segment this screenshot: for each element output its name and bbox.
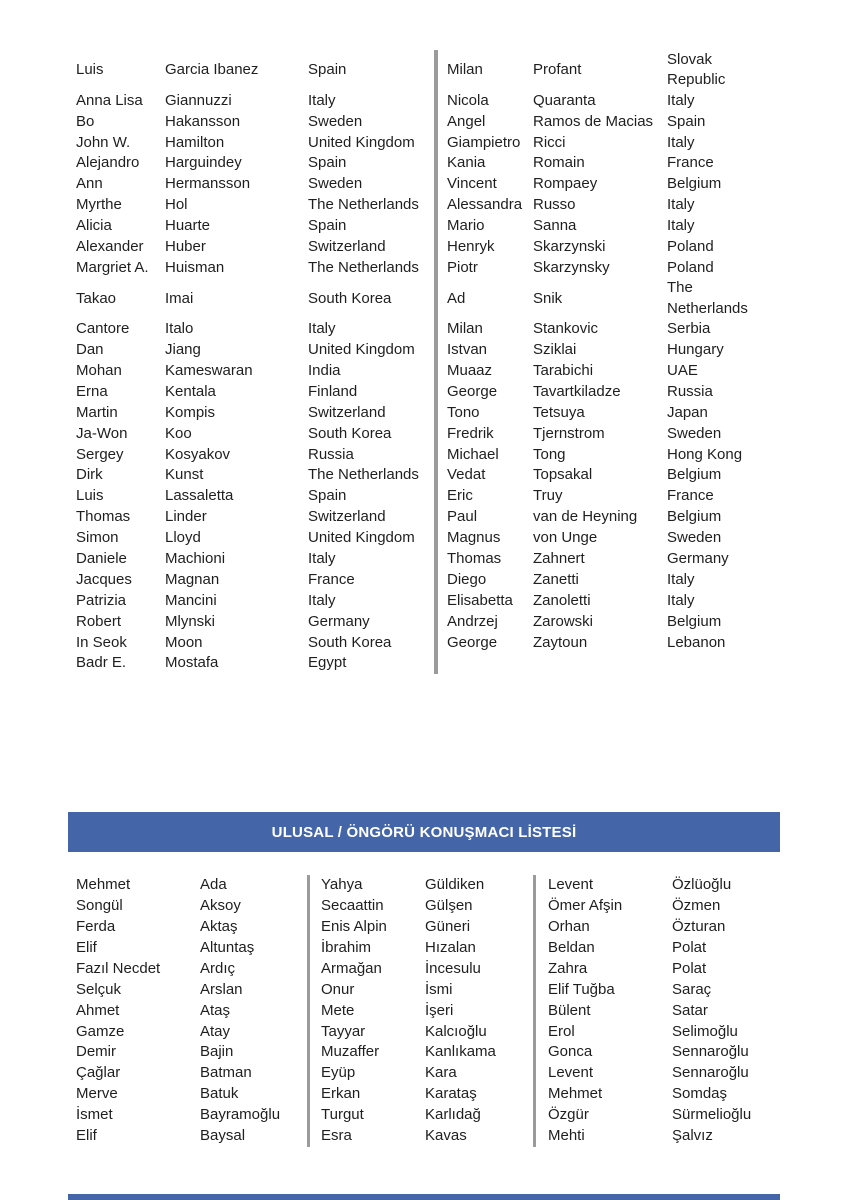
speaker-row: [76, 1063, 786, 1084]
last-name-cell: Güldiken: [425, 876, 485, 894]
last-name-cell: Italo: [165, 320, 194, 338]
country-cell: [667, 653, 780, 674]
first-name-cell: Selçuk: [76, 980, 122, 998]
last-name-cell: Machioni: [165, 549, 226, 567]
last-name-cell: Garcia Ibanez: [165, 61, 259, 79]
country-cell: Italy: [667, 591, 695, 609]
last-name-cell: Stankovic: [533, 320, 599, 338]
last-name-cell: Hamilton: [165, 133, 225, 151]
first-name-cell: İsmet: [76, 1106, 113, 1124]
last-name-cell: Tong: [533, 445, 566, 463]
country-cell: Italy: [308, 91, 336, 109]
last-name-cell: Sanna: [533, 217, 577, 235]
first-name-cell: Luis: [76, 61, 104, 79]
first-name-cell: Istvan: [434, 340, 533, 361]
country-cell: Slovak Republic: [667, 51, 726, 89]
country-cell: South Korea: [308, 289, 392, 307]
speaker-row: [76, 195, 780, 216]
last-name-cell: Hakansson: [165, 112, 241, 130]
country-cell: Italy: [308, 549, 336, 567]
country-cell: Poland: [667, 237, 714, 255]
first-name-cell: [434, 653, 533, 674]
country-cell: The Netherlands: [308, 258, 419, 276]
last-name-cell: Tjernstrom: [533, 424, 605, 442]
last-name-cell: Kosyakov: [165, 445, 231, 463]
first-name-cell: Mohan: [76, 361, 122, 379]
last-name-cell: Skarzynski: [533, 237, 606, 255]
first-name-cell: Ad: [434, 278, 533, 318]
country-cell: Italy: [308, 591, 336, 609]
country-cell: Belgium: [667, 612, 722, 630]
first-name-cell: Michael: [434, 444, 533, 465]
last-name-cell: Selimoğlu: [672, 1022, 738, 1040]
first-name-cell: Esra: [307, 1126, 425, 1147]
first-name-cell: Turgut: [307, 1105, 425, 1126]
first-name-cell: Badr E.: [76, 654, 127, 672]
last-name-cell: Batman: [200, 1064, 252, 1082]
first-name-cell: Martin: [76, 403, 118, 421]
last-name-cell: Bajin: [200, 1043, 234, 1061]
first-name-cell: Ahmet: [76, 1001, 120, 1019]
last-name-cell: Snik: [533, 289, 563, 307]
first-name-cell: George: [434, 632, 533, 653]
national-speaker-list: [76, 875, 786, 1147]
last-name-cell: Zaytoun: [533, 633, 588, 651]
country-cell: Italy: [667, 91, 695, 109]
country-cell: South Korea: [308, 424, 392, 442]
speaker-row: [76, 1105, 786, 1126]
first-name-cell: Milan: [434, 50, 533, 90]
country-cell: Italy: [308, 320, 336, 338]
last-name-cell: Gülşen: [425, 897, 473, 915]
first-name-cell: Giampietro: [434, 132, 533, 153]
first-name-cell: Andrzej: [434, 611, 533, 632]
first-name-cell: Henryk: [434, 237, 533, 258]
national-list-banner: [68, 812, 780, 852]
last-name-cell: Özmen: [672, 897, 721, 915]
first-name-cell: Patrizia: [76, 591, 127, 609]
last-name-cell: Saraç: [672, 980, 712, 998]
country-cell: Japan: [667, 403, 708, 421]
country-cell: France: [667, 154, 714, 172]
first-name-cell: Secaattin: [307, 896, 425, 917]
first-name-cell: Demir: [76, 1043, 116, 1061]
last-name-cell: Karlıdağ: [425, 1106, 481, 1124]
last-name-cell: Sennaroğlu: [672, 1043, 749, 1061]
last-name-cell: Huber: [165, 237, 206, 255]
first-name-cell: Daniele: [76, 549, 127, 567]
speaker-row: [76, 402, 780, 423]
first-name-cell: Vincent: [434, 174, 533, 195]
country-cell: Russia: [308, 445, 354, 463]
first-name-cell: Tayyar: [307, 1021, 425, 1042]
speaker-row: [76, 1021, 786, 1042]
speaker-row: [76, 132, 780, 153]
country-cell: Spain: [308, 487, 347, 505]
first-name-cell: Yahya: [307, 875, 425, 896]
country-cell: Lebanon: [667, 633, 726, 651]
first-name-cell: Mehti: [533, 1126, 672, 1147]
first-name-cell: Diego: [434, 570, 533, 591]
first-name-cell: Thomas: [76, 508, 131, 526]
first-name-cell: Elif: [76, 939, 97, 957]
last-name-cell: Rompaey: [533, 175, 598, 193]
first-name-cell: Gonca: [533, 1042, 672, 1063]
speaker-row: [76, 979, 786, 1000]
country-cell: Germany: [667, 549, 729, 567]
last-name-cell: Şalvız: [672, 1127, 713, 1145]
first-name-cell: Tono: [434, 402, 533, 423]
last-name-cell: Zarowski: [533, 612, 594, 630]
first-name-cell: Mario: [434, 216, 533, 237]
speaker-row: [76, 549, 780, 570]
speaker-row: [76, 959, 786, 980]
country-cell: Belgium: [667, 175, 722, 193]
first-name-cell: Erna: [76, 382, 108, 400]
last-name-cell: Romain: [533, 154, 585, 172]
speaker-row: [76, 632, 780, 653]
last-name-cell: Polat: [672, 959, 707, 977]
first-name-cell: George: [434, 382, 533, 403]
first-name-cell: Bülent: [533, 1000, 672, 1021]
country-cell: United Kingdom: [308, 133, 415, 151]
last-name-cell: Somdaş: [672, 1085, 728, 1103]
last-name-cell: Ada: [200, 876, 227, 894]
country-cell: South Korea: [308, 633, 392, 651]
first-name-cell: Margriet A.: [76, 258, 149, 276]
country-cell: Switzerland: [308, 508, 386, 526]
first-name-cell: Luis: [76, 487, 104, 505]
speaker-row: [76, 1042, 786, 1063]
country-cell: Italy: [667, 217, 695, 235]
last-name-cell: Truy: [533, 487, 563, 505]
last-name-cell: Tetsuya: [533, 403, 585, 421]
speaker-row: [76, 917, 786, 938]
first-name-cell: Piotr: [434, 258, 533, 279]
first-name-cell: Sergey: [76, 445, 124, 463]
last-name-cell: Sennaroğlu: [672, 1064, 749, 1082]
last-name-cell: İncesulu: [425, 959, 481, 977]
country-cell: Italy: [667, 570, 695, 588]
speaker-row: [76, 237, 780, 258]
last-name-cell: Kunst: [165, 466, 204, 484]
last-name-cell: Huarte: [165, 217, 211, 235]
speaker-row: [76, 1084, 786, 1105]
last-name-cell: Sürmelioğlu: [672, 1106, 752, 1124]
speaker-row: [76, 444, 780, 465]
bottom-banner-strip: [68, 1194, 780, 1200]
speaker-row: [76, 258, 780, 279]
country-cell: Sweden: [308, 112, 363, 130]
last-name-cell: Özlüoğlu: [672, 876, 732, 894]
last-name-cell: Kompis: [165, 403, 216, 421]
last-name-cell: Koo: [165, 424, 192, 442]
last-name-cell: Ramos de Macias: [533, 112, 654, 130]
country-cell: Sweden: [667, 424, 722, 442]
speaker-row: [76, 278, 780, 318]
last-name-cell: Aktaş: [200, 918, 238, 936]
first-name-cell: Takao: [76, 289, 117, 307]
first-name-cell: Nicola: [434, 90, 533, 111]
last-name-cell: Topsakal: [533, 466, 593, 484]
first-name-cell: Eric: [434, 486, 533, 507]
first-name-cell: Milan: [434, 319, 533, 340]
last-name-cell: Kentala: [165, 382, 216, 400]
first-name-cell: Zahra: [533, 959, 672, 980]
first-name-cell: Cantore: [76, 320, 130, 338]
speaker-row: [76, 465, 780, 486]
last-name-cell: Huisman: [165, 258, 225, 276]
last-name-cell: Bayramoğlu: [200, 1106, 281, 1124]
last-name-cell: Kalcıoğlu: [425, 1022, 487, 1040]
country-cell: The Netherlands: [308, 196, 419, 214]
country-cell: India: [308, 361, 341, 379]
speaker-row: [76, 50, 780, 90]
first-name-cell: Beldan: [533, 938, 672, 959]
speaker-row: [76, 216, 780, 237]
last-name-cell: Ataş: [200, 1001, 231, 1019]
first-name-cell: Myrthe: [76, 196, 122, 214]
first-name-cell: Robert: [76, 612, 122, 630]
last-name-cell: Arslan: [200, 980, 243, 998]
speaker-row: [76, 1126, 786, 1147]
first-name-cell: Songül: [76, 897, 123, 915]
last-name-cell: Zanetti: [533, 570, 579, 588]
last-name-cell: Mancini: [165, 591, 217, 609]
national-list-title: ULUSAL / ÖNGÖRÜ KONUŞMACI LİSTESİ: [271, 823, 577, 841]
last-name-cell: İşeri: [425, 1001, 454, 1019]
first-name-cell: Mehmet: [76, 876, 131, 894]
last-name-cell: Ardıç: [200, 959, 236, 977]
speaker-row: [76, 1000, 786, 1021]
last-name-cell: Lassaletta: [165, 487, 234, 505]
first-name-cell: Armağan: [307, 959, 425, 980]
first-name-cell: In Seok: [76, 633, 127, 651]
speaker-row: [76, 528, 780, 549]
speaker-row: [76, 319, 780, 340]
last-name-cell: Jiang: [165, 341, 201, 359]
last-name-cell: Tavartkiladze: [533, 382, 621, 400]
first-name-cell: Fredrik: [434, 423, 533, 444]
first-name-cell: Dirk: [76, 466, 103, 484]
first-name-cell: Vedat: [434, 465, 533, 486]
last-name-cell: Baysal: [200, 1127, 246, 1145]
last-name-cell: von Unge: [533, 529, 598, 547]
first-name-cell: Elisabetta: [434, 590, 533, 611]
country-cell: Egypt: [308, 654, 347, 672]
country-cell: Spain: [308, 61, 347, 79]
last-name-cell: Harguindey: [165, 154, 242, 172]
first-name-cell: Merve: [76, 1085, 118, 1103]
first-name-cell: Alexander: [76, 237, 144, 255]
last-name-cell: Profant: [533, 61, 582, 79]
first-name-cell: Alicia: [76, 217, 112, 235]
country-cell: Sweden: [308, 175, 363, 193]
last-name-cell: Zanoletti: [533, 591, 591, 609]
country-cell: United Kingdom: [308, 529, 415, 547]
first-name-cell: Ja-Won: [76, 424, 128, 442]
country-cell: France: [308, 570, 355, 588]
last-name-cell: Kavas: [425, 1127, 467, 1145]
country-cell: Sweden: [667, 529, 722, 547]
speaker-row: [76, 174, 780, 195]
first-name-cell: Onur: [307, 979, 425, 1000]
first-name-cell: Alessandra: [434, 195, 533, 216]
last-name-cell: Lloyd: [165, 529, 201, 547]
last-name-cell: Özturan: [672, 918, 726, 936]
speaker-row: [76, 570, 780, 591]
last-name-cell: Hızalan: [425, 939, 476, 957]
last-name-cell: Karataş: [425, 1085, 477, 1103]
last-name-cell: Güneri: [425, 918, 471, 936]
first-name-cell: Ömer Afşin: [533, 896, 672, 917]
first-name-cell: Kania: [434, 153, 533, 174]
first-name-cell: Erkan: [307, 1084, 425, 1105]
country-cell: UAE: [667, 361, 698, 379]
last-name-cell: Mlynski: [165, 612, 216, 630]
country-cell: Switzerland: [308, 237, 386, 255]
last-name-cell: Hermansson: [165, 175, 251, 193]
country-cell: Hong Kong: [667, 445, 743, 463]
country-cell: Italy: [667, 133, 695, 151]
country-cell: France: [667, 487, 714, 505]
last-name-cell: Mostafa: [165, 654, 219, 672]
country-cell: Belgium: [667, 508, 722, 526]
first-name-cell: Mete: [307, 1000, 425, 1021]
international-speaker-list: [76, 50, 780, 674]
last-name-cell: Atay: [200, 1022, 231, 1040]
last-name-cell: Kanlıkama: [425, 1043, 496, 1061]
speaker-row: [76, 486, 780, 507]
speaker-row: [76, 896, 786, 917]
first-name-cell: Simon: [76, 529, 119, 547]
country-cell: Spain: [308, 217, 347, 235]
country-cell: The Netherlands: [308, 466, 419, 484]
speaker-row: [76, 111, 780, 132]
country-cell: Spain: [667, 112, 706, 130]
last-name-cell: [533, 653, 667, 674]
first-name-cell: Gamze: [76, 1022, 125, 1040]
last-name-cell: Linder: [165, 508, 207, 526]
first-name-cell: Bo: [76, 112, 95, 130]
country-cell: Finland: [308, 382, 358, 400]
country-cell: Belgium: [667, 466, 722, 484]
speaker-row: [76, 875, 786, 896]
last-name-cell: Moon: [165, 633, 203, 651]
last-name-cell: Kameswaran: [165, 361, 253, 379]
first-name-cell: Paul: [434, 507, 533, 528]
last-name-cell: Kara: [425, 1064, 457, 1082]
country-cell: Hungary: [667, 341, 724, 359]
speaker-row: [76, 361, 780, 382]
last-name-cell: van de Heyning: [533, 508, 638, 526]
country-cell: Russia: [667, 382, 713, 400]
first-name-cell: Elif Tuğba: [533, 979, 672, 1000]
first-name-cell: Muaaz: [434, 361, 533, 382]
first-name-cell: Muzaffer: [307, 1042, 425, 1063]
last-name-cell: Hol: [165, 196, 188, 214]
last-name-cell: Aksoy: [200, 897, 241, 915]
first-name-cell: Fazıl Necdet: [76, 959, 161, 977]
last-name-cell: Imai: [165, 289, 194, 307]
first-name-cell: Ann: [76, 175, 103, 193]
speaker-row: [76, 611, 780, 632]
country-cell: Switzerland: [308, 403, 386, 421]
speaker-row: [76, 382, 780, 403]
last-name-cell: Skarzynsky: [533, 258, 610, 276]
first-name-cell: Angel: [434, 111, 533, 132]
country-cell: Serbia: [667, 320, 711, 338]
first-name-cell: Dan: [76, 341, 104, 359]
last-name-cell: Polat: [672, 939, 707, 957]
country-cell: Spain: [308, 154, 347, 172]
last-name-cell: Batuk: [200, 1085, 239, 1103]
speaker-row: [76, 590, 780, 611]
speaker-row: [76, 90, 780, 111]
first-name-cell: İbrahim: [307, 938, 425, 959]
last-name-cell: Giannuzzi: [165, 91, 232, 109]
first-name-cell: Alejandro: [76, 154, 140, 172]
last-name-cell: Magnan: [165, 570, 220, 588]
speaker-row: [76, 423, 780, 444]
country-cell: United Kingdom: [308, 341, 415, 359]
first-name-cell: Ferda: [76, 918, 116, 936]
first-name-cell: Anna Lisa: [76, 91, 143, 109]
first-name-cell: John W.: [76, 133, 131, 151]
last-name-cell: Tarabichi: [533, 361, 594, 379]
first-name-cell: Enis Alpin: [307, 917, 425, 938]
country-cell: The Netherlands: [667, 279, 748, 317]
first-name-cell: Levent: [533, 1063, 672, 1084]
first-name-cell: Elif: [76, 1127, 97, 1145]
first-name-cell: Levent: [533, 875, 672, 896]
first-name-cell: Mehmet: [533, 1084, 672, 1105]
last-name-cell: İsmi: [425, 980, 453, 998]
last-name-cell: Sziklai: [533, 341, 577, 359]
country-cell: Poland: [667, 258, 714, 276]
last-name-cell: Quaranta: [533, 91, 596, 109]
first-name-cell: Magnus: [434, 528, 533, 549]
first-name-cell: Eyüp: [307, 1063, 425, 1084]
speaker-row: [76, 938, 786, 959]
speaker-row: [76, 153, 780, 174]
first-name-cell: Çağlar: [76, 1064, 121, 1082]
last-name-cell: Altuntaş: [200, 939, 255, 957]
first-name-cell: Thomas: [434, 549, 533, 570]
speaker-row: [76, 340, 780, 361]
first-name-cell: Jacques: [76, 570, 132, 588]
speaker-row: [76, 653, 780, 674]
country-cell: Italy: [667, 196, 695, 214]
last-name-cell: Zahnert: [533, 549, 585, 567]
first-name-cell: Özgür: [533, 1105, 672, 1126]
last-name-cell: Russo: [533, 196, 576, 214]
last-name-cell: Satar: [672, 1001, 708, 1019]
country-cell: Germany: [308, 612, 370, 630]
speaker-row: [76, 507, 780, 528]
first-name-cell: Orhan: [533, 917, 672, 938]
first-name-cell: Erol: [533, 1021, 672, 1042]
last-name-cell: Ricci: [533, 133, 566, 151]
